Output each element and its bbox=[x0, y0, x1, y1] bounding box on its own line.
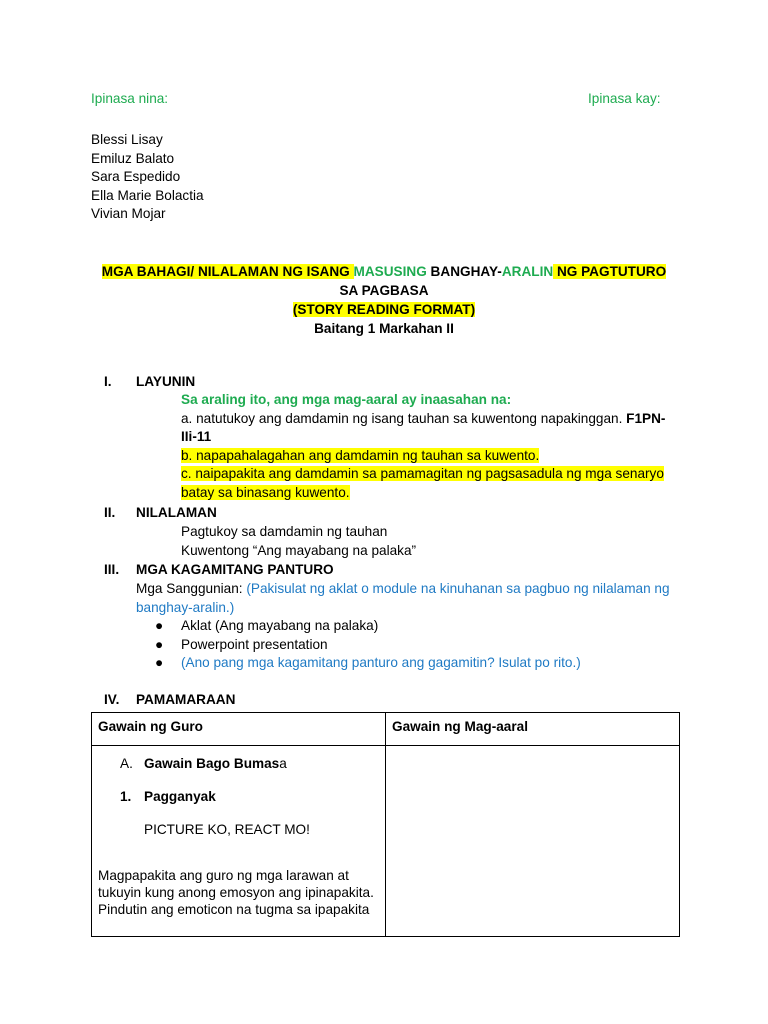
procedure-table bbox=[91, 712, 680, 937]
content-line: Pagtukoy sa damdamin ng tauhan bbox=[181, 524, 388, 539]
title-grade-quarter: Baitang 1 Markahan II bbox=[314, 321, 454, 336]
title-part-green: MASUSING bbox=[353, 264, 427, 279]
teacher-activity-cell bbox=[92, 746, 386, 937]
section-number: II. bbox=[104, 505, 116, 520]
author-list bbox=[91, 131, 204, 224]
objective-c: c. naipapakita ang damdamin sa pamamagitan ng pagsasadula ng mga senaryo batay sa binasang kuwento. bbox=[181, 466, 664, 500]
competency-code: F1PN-IIi-11 bbox=[181, 410, 666, 445]
objectives-block bbox=[181, 391, 681, 503]
column-header-student: Gawain ng Mag-aaral bbox=[386, 713, 680, 746]
step-title: Gawain Bago Bumasa bbox=[144, 756, 287, 771]
content-lines bbox=[181, 523, 416, 560]
table-row bbox=[92, 746, 680, 937]
section-title-layunin: LAYUNIN bbox=[136, 374, 196, 389]
objective-a: a. natutukoy ang damdamin ng isang tauhan sa kuwentong napakinggan. F1PN-IIi-11 bbox=[181, 410, 666, 445]
title-line-2: SA PAGBASA bbox=[339, 283, 429, 298]
objective-b: b. napapahalagahan ang damdamin ng tauhan sa kuwento. bbox=[181, 447, 540, 463]
step-letter: A. bbox=[120, 756, 133, 771]
substep-title: Pagganyak bbox=[144, 789, 216, 804]
section-number: III. bbox=[104, 562, 120, 577]
submitted-by-label: Ipinasa nina: bbox=[91, 91, 169, 106]
submitted-to-label: Ipinasa kay: bbox=[588, 91, 661, 106]
section-title-kagamitan: MGA KAGAMITANG PANTURO bbox=[136, 562, 334, 577]
objectives-intro: Sa araling ito, ang mga mag-aaral ay inaasahan na: bbox=[181, 392, 512, 407]
activity-name: PICTURE KO, REACT MO! bbox=[144, 822, 310, 837]
section-number: IV. bbox=[104, 692, 120, 707]
column-header-teacher: Gawain ng Guro bbox=[92, 713, 386, 746]
author-name: Sara Espedido bbox=[91, 169, 181, 185]
section-title-nilalaman: NILALAMAN bbox=[136, 505, 217, 520]
table-header-row bbox=[92, 713, 680, 746]
title-line-1 bbox=[0, 262, 768, 281]
student-activity-cell bbox=[386, 746, 680, 937]
resources-note: (Pakisulat ng aklat o module na kinuhanan sa pagbuo ng nilalaman ng banghay-aralin.) bbox=[136, 581, 670, 615]
author-name: Emiluz Balato bbox=[91, 150, 175, 166]
bullet-icon: ● bbox=[155, 636, 164, 652]
section-title-pamamaraan: PAMAMARAAN bbox=[136, 692, 236, 707]
title-part: MGA BAHAGI/ NILALAMAN NG ISANG bbox=[101, 264, 354, 279]
resources-label: Mga Sanggunian: bbox=[136, 581, 247, 596]
title-part: NG PAGTUTURO bbox=[553, 264, 667, 279]
resources-line bbox=[136, 580, 686, 617]
title-format: (STORY READING FORMAT) bbox=[292, 302, 476, 317]
content-line: Kuwentong “Ang mayabang na palaka” bbox=[181, 542, 417, 558]
title-part: BANGHAY- bbox=[426, 264, 502, 279]
document-title bbox=[0, 262, 768, 338]
activity-description: Magpapakita ang guro ng mga larawan at tukuyin kung anong emosyon ang ipinapakita. Pindutin ang emoticon na tugma sa ipapakita bbox=[98, 868, 374, 917]
author-name: Ella Marie Bolactia bbox=[91, 187, 204, 203]
bullet-icon: ● bbox=[155, 655, 164, 671]
section-number: I. bbox=[104, 374, 112, 389]
author-name: Vivian Mojar bbox=[91, 206, 166, 222]
author-name: Blessi Lisay bbox=[91, 132, 163, 147]
step-number: 1. bbox=[120, 789, 132, 804]
bullet-icon: ● bbox=[155, 618, 164, 633]
title-part-green: ARALIN bbox=[501, 264, 554, 279]
